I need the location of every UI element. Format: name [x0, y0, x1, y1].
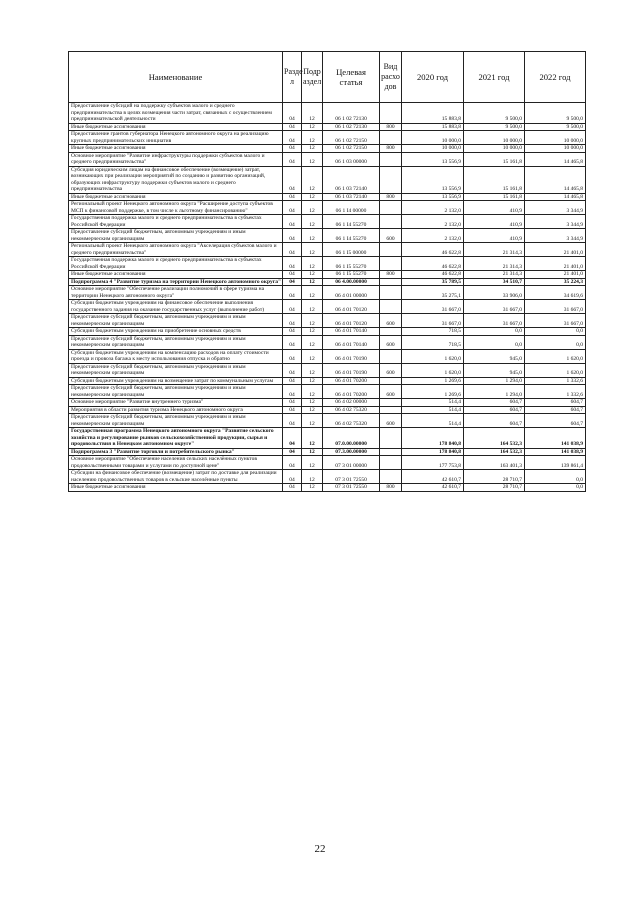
header-article: Целевая статья [323, 52, 380, 103]
row-value-2022: 31 667,0 [525, 314, 586, 328]
row-kind: 600 [380, 314, 402, 328]
row-value-2021: 164 532,3 [464, 428, 525, 449]
row-section: 04 [283, 229, 302, 243]
row-subsection: 12 [302, 377, 323, 385]
row-kind: 600 [380, 385, 402, 399]
row-value-2022: 0,0 [525, 470, 586, 484]
row-article: 06 1 02 72150 [323, 131, 380, 145]
row-kind [380, 456, 402, 470]
row-name: Предоставление субсидий бюджетным, автономным учреждениям и иным некоммерческим организациям [69, 385, 283, 399]
row-kind [380, 103, 402, 124]
table-row [69, 385, 586, 399]
table-header-row [69, 52, 586, 103]
row-value-2021: 28 710,7 [464, 470, 525, 484]
page-number: 22 [314, 843, 326, 855]
row-value-2022: 0,0 [525, 484, 586, 492]
table-row [69, 145, 586, 153]
table-row [69, 335, 586, 349]
row-article: 06 1 I5 55270 [323, 271, 380, 279]
row-value-2022: 21 401,0 [525, 257, 586, 271]
table-row [69, 271, 586, 279]
row-value-2021: 34 510,7 [464, 278, 525, 286]
row-name: Субсидии бюджетным учреждениям на финансовое обеспечение выполнения государственного задания на оказание государственных услуг (выполнение работ) [69, 300, 283, 314]
row-article: 06 4 02 00000 [323, 399, 380, 407]
row-kind: 600 [380, 335, 402, 349]
row-kind [380, 286, 402, 300]
row-value-2020: 718,5 [402, 335, 464, 349]
row-value-2020: 15 883,8 [402, 123, 464, 131]
row-value-2022: 604,7 [525, 399, 586, 407]
row-value-2021: 604,7 [464, 399, 525, 407]
row-value-2020: 1 620,0 [402, 349, 464, 363]
row-article: 06 1 I4 55270 [323, 215, 380, 229]
row-value-2020: 46 622,8 [402, 243, 464, 257]
row-value-2022: 1 620,0 [525, 349, 586, 363]
row-value-2021: 33 906,0 [464, 286, 525, 300]
row-section: 04 [283, 428, 302, 449]
table-row [69, 152, 586, 166]
row-value-2022: 3 344,9 [525, 215, 586, 229]
row-name: Субсидии на финансовое обеспечение (возмещение) затрат по доставке для реализации населению продовольственных товаров в сельские населённые пункты [69, 470, 283, 484]
table-row [69, 123, 586, 131]
table-body [69, 103, 586, 492]
row-section: 04 [283, 278, 302, 286]
row-kind [380, 448, 402, 456]
table-row [69, 399, 586, 407]
row-kind [380, 131, 402, 145]
row-value-2022: 10 000,0 [525, 145, 586, 153]
row-section: 04 [283, 456, 302, 470]
row-kind [380, 201, 402, 215]
row-section: 04 [283, 335, 302, 349]
row-article: 06 4 01 70190 [323, 363, 380, 377]
row-subsection: 12 [302, 428, 323, 449]
row-value-2021: 945,0 [464, 363, 525, 377]
row-subsection: 12 [302, 470, 323, 484]
row-value-2020: 10 000,0 [402, 131, 464, 145]
row-subsection: 12 [302, 328, 323, 336]
row-subsection: 12 [302, 278, 323, 286]
table-row [69, 166, 586, 193]
row-article: 06 4 01 70140 [323, 328, 380, 336]
row-value-2020: 2 132,0 [402, 229, 464, 243]
row-article: 06 4.00.00000 [323, 278, 380, 286]
row-value-2021: 945,0 [464, 349, 525, 363]
row-value-2022: 1 332,6 [525, 377, 586, 385]
row-section: 04 [283, 414, 302, 428]
row-subsection: 12 [302, 123, 323, 131]
table-row [69, 414, 586, 428]
row-value-2020: 13 556,9 [402, 152, 464, 166]
row-value-2022: 31 667,0 [525, 300, 586, 314]
row-name: Предоставление субсидий на поддержку субъектов малого и среднего предпринимательства в целях возмещения части затрат, связанных с осуществлением предпринимательской деятельности [69, 103, 283, 124]
table-row [69, 243, 586, 257]
table-row [69, 278, 586, 286]
row-section: 04 [283, 448, 302, 456]
row-name: Государственная поддержка малого и среднего предпринимательства в субъектах Российской Федерации [69, 257, 283, 271]
table-row [69, 103, 586, 124]
row-subsection: 12 [302, 314, 323, 328]
row-article: 06 4 01 70200 [323, 385, 380, 399]
row-name: Мероприятия в области развития туризма Ненецкого автономного округа [69, 406, 283, 414]
row-kind: 600 [380, 414, 402, 428]
row-subsection: 12 [302, 103, 323, 124]
row-value-2022: 14 465,8 [525, 166, 586, 193]
table-row [69, 470, 586, 484]
row-section: 04 [283, 243, 302, 257]
row-value-2022: 604,7 [525, 406, 586, 414]
row-value-2022: 1 620,0 [525, 363, 586, 377]
row-value-2021: 21 314,3 [464, 243, 525, 257]
row-value-2021: 410,9 [464, 215, 525, 229]
row-name: Основное мероприятие "Обеспечение населения сельских населённых пунктов продовольственными товарами и услугами по доступной цене" [69, 456, 283, 470]
row-name: Предоставление субсидий бюджетным, автономным учреждениям и иным некоммерческим организациям [69, 229, 283, 243]
row-article: 07.0.00.00000 [323, 428, 380, 449]
row-value-2020: 15 883,8 [402, 103, 464, 124]
row-section: 04 [283, 406, 302, 414]
row-subsection: 12 [302, 257, 323, 271]
row-value-2021: 0,0 [464, 328, 525, 336]
row-value-2022: 9 500,0 [525, 123, 586, 131]
row-value-2022: 1 332,6 [525, 385, 586, 399]
row-article: 06 4 01 70140 [323, 335, 380, 349]
row-subsection: 12 [302, 201, 323, 215]
row-subsection: 12 [302, 363, 323, 377]
row-name: Предоставление субсидий бюджетным, автономным учреждениям и иным некоммерческим организациям [69, 414, 283, 428]
row-name: Региональный проект Ненецкого автономного округа "Расширение доступа субъектов МСП к финансовой поддержке, в том числе к льготному финансированию" [69, 201, 283, 215]
table-row [69, 201, 586, 215]
row-name: Предоставление субсидий бюджетным, автономным учреждениям и иным некоммерческим организациям [69, 335, 283, 349]
row-subsection: 12 [302, 131, 323, 145]
row-subsection: 12 [302, 215, 323, 229]
row-value-2021: 1 294,0 [464, 385, 525, 399]
row-section: 04 [283, 328, 302, 336]
row-value-2020: 178 840,8 [402, 448, 464, 456]
row-kind [380, 377, 402, 385]
row-subsection: 12 [302, 448, 323, 456]
row-article: 06 4 01 70120 [323, 300, 380, 314]
row-kind [380, 278, 402, 286]
row-name: Государственная программа Ненецкого автономного округа "Развитие сельского хозяйства и регулирование рынков сельскохозяйственной продукции, сырья и продовольствия в Ненецком автономном округе" [69, 428, 283, 449]
row-value-2020: 35 275,1 [402, 286, 464, 300]
row-kind: 800 [380, 145, 402, 153]
row-article: 06 1 03 72140 [323, 193, 380, 201]
row-value-2021: 10 000,0 [464, 131, 525, 145]
row-kind [380, 166, 402, 193]
row-article: 06 1 I5 00000 [323, 243, 380, 257]
row-section: 04 [283, 215, 302, 229]
row-kind [380, 300, 402, 314]
row-name: Государственная поддержка малого и среднего предпринимательства в субъектах Российской Федерации [69, 215, 283, 229]
row-section: 04 [283, 314, 302, 328]
row-name: Предоставление грантов губернатора Ненецкого автономного округа на реализацию крупных предпринимательских инициатив [69, 131, 283, 145]
row-subsection: 12 [302, 229, 323, 243]
row-value-2020: 46 622,8 [402, 257, 464, 271]
row-subsection: 12 [302, 406, 323, 414]
row-kind [380, 428, 402, 449]
row-section: 04 [283, 399, 302, 407]
row-value-2022: 141 038,9 [525, 448, 586, 456]
row-value-2022: 141 038,9 [525, 428, 586, 449]
row-article: 06 4 01 70120 [323, 314, 380, 328]
table-row [69, 300, 586, 314]
row-section: 04 [283, 166, 302, 193]
row-section: 04 [283, 201, 302, 215]
row-section: 04 [283, 152, 302, 166]
row-value-2020: 46 622,8 [402, 271, 464, 279]
row-value-2022: 14 465,8 [525, 152, 586, 166]
row-value-2021: 9 500,0 [464, 123, 525, 131]
row-value-2021: 604,7 [464, 406, 525, 414]
row-value-2021: 9 500,0 [464, 103, 525, 124]
table-row [69, 377, 586, 385]
table-row [69, 456, 586, 470]
table-row [69, 215, 586, 229]
row-subsection: 12 [302, 349, 323, 363]
row-subsection: 12 [302, 145, 323, 153]
row-subsection: 12 [302, 271, 323, 279]
row-value-2022: 35 224,3 [525, 278, 586, 286]
row-section: 04 [283, 385, 302, 399]
row-value-2021: 164 532,3 [464, 448, 525, 456]
row-value-2020: 514,4 [402, 414, 464, 428]
row-value-2021: 21 314,3 [464, 271, 525, 279]
row-name: Субсидии бюджетным учреждениям на компенсацию расходов на оплату стоимости проезда и провоза багажа к месту использования отпуска и обратно [69, 349, 283, 363]
table-row [69, 349, 586, 363]
row-article: 06 4 01 00000 [323, 286, 380, 300]
row-subsection: 12 [302, 193, 323, 201]
table-row [69, 448, 586, 456]
row-article: 07 3 01 72550 [323, 484, 380, 492]
row-section: 04 [283, 470, 302, 484]
row-value-2022: 0,0 [525, 328, 586, 336]
row-value-2021: 21 314,3 [464, 257, 525, 271]
row-value-2021: 410,9 [464, 201, 525, 215]
row-section: 04 [283, 363, 302, 377]
row-name: Предоставление субсидий бюджетным, автономным учреждениям и иным некоммерческим организациям [69, 363, 283, 377]
row-value-2020: 2 132,0 [402, 201, 464, 215]
row-name: Иные бюджетные ассигнования [69, 484, 283, 492]
row-name: Основное мероприятие "Развитие инфраструктуры поддержки субъектов малого и среднего предпринимательства" [69, 152, 283, 166]
header-name: Наименование [69, 52, 283, 103]
row-value-2021: 15 161,8 [464, 152, 525, 166]
row-value-2021: 15 161,8 [464, 166, 525, 193]
row-value-2022: 10 000,0 [525, 131, 586, 145]
row-name: Субсидии бюджетным учреждениям на возмещение затрат по коммунальным услугам [69, 377, 283, 385]
row-value-2022: 21 401,0 [525, 271, 586, 279]
row-name: Региональный проект Ненецкого автономного округа "Акселерация субъектов малого и среднего предпринимательства" [69, 243, 283, 257]
row-name: Иные бюджетные ассигнования [69, 193, 283, 201]
row-section: 04 [283, 349, 302, 363]
row-value-2022: 3 344,9 [525, 201, 586, 215]
row-section: 04 [283, 271, 302, 279]
row-subsection: 12 [302, 166, 323, 193]
row-value-2022: 604,7 [525, 414, 586, 428]
row-kind: 600 [380, 229, 402, 243]
row-kind: 600 [380, 363, 402, 377]
row-kind: 800 [380, 271, 402, 279]
row-article: 06 1 I4 55270 [323, 229, 380, 243]
row-name: Субсидии бюджетным учреждениям на приобретение основных средств [69, 328, 283, 336]
row-name: Иные бюджетные ассигнования [69, 271, 283, 279]
table-row [69, 193, 586, 201]
row-article: 06 4 02 75320 [323, 414, 380, 428]
row-subsection: 12 [302, 152, 323, 166]
row-value-2021: 604,7 [464, 414, 525, 428]
row-article: 07 3 01 00000 [323, 456, 380, 470]
row-kind [380, 349, 402, 363]
row-article: 07.3.00.00000 [323, 448, 380, 456]
row-value-2021: 0,0 [464, 335, 525, 349]
row-value-2021: 15 161,8 [464, 193, 525, 201]
row-kind: 800 [380, 123, 402, 131]
row-article: 06 1 I5 55270 [323, 257, 380, 271]
row-kind [380, 399, 402, 407]
row-name: Подпрограмма 4 "Развитие туризма на территории Ненецкого автономного округа" [69, 278, 283, 286]
row-section: 04 [283, 193, 302, 201]
row-value-2020: 178 840,8 [402, 428, 464, 449]
row-name: Подпрограмма 3 "Развитие торговли и потребительского рынка" [69, 448, 283, 456]
row-value-2020: 31 667,0 [402, 300, 464, 314]
row-value-2020: 31 667,0 [402, 314, 464, 328]
row-subsection: 12 [302, 300, 323, 314]
row-subsection: 12 [302, 335, 323, 349]
row-value-2020: 35 789,5 [402, 278, 464, 286]
header-2020: 2020 год [402, 52, 464, 103]
row-article: 06 1 02 72130 [323, 123, 380, 131]
row-value-2020: 2 132,0 [402, 215, 464, 229]
table-row [69, 131, 586, 145]
row-value-2022: 9 500,0 [525, 103, 586, 124]
row-article: 06 1 02 72150 [323, 145, 380, 153]
row-value-2020: 42 610,7 [402, 484, 464, 492]
table-row [69, 257, 586, 271]
header-subsection: Подр аздел [302, 52, 323, 103]
row-value-2021: 31 667,0 [464, 314, 525, 328]
row-kind [380, 152, 402, 166]
row-value-2020: 718,5 [402, 328, 464, 336]
row-subsection: 12 [302, 385, 323, 399]
row-kind: 800 [380, 193, 402, 201]
row-value-2021: 163 401,3 [464, 456, 525, 470]
row-subsection: 12 [302, 484, 323, 492]
header-section: Разде л [283, 52, 302, 103]
table-row [69, 363, 586, 377]
row-subsection: 12 [302, 286, 323, 300]
row-value-2020: 1 269,6 [402, 385, 464, 399]
row-subsection: 12 [302, 243, 323, 257]
row-value-2021: 31 667,0 [464, 300, 525, 314]
row-name: Иные бюджетные ассигнования [69, 123, 283, 131]
table-row [69, 328, 586, 336]
row-section: 04 [283, 123, 302, 131]
row-article: 06 4 01 70200 [323, 377, 380, 385]
row-section: 04 [283, 300, 302, 314]
table-row [69, 428, 586, 449]
table-row [69, 286, 586, 300]
row-kind [380, 328, 402, 336]
row-value-2020: 13 556,9 [402, 166, 464, 193]
row-kind [380, 215, 402, 229]
row-name: Субсидия юридическим лицам на финансовое обеспечение (возмещение) затрат, возникающих при реализации мероприятий по созданию и развитию организаций, образующих инфраструктуру поддержки субъектов малого и среднего предпринимательства [69, 166, 283, 193]
row-article: 06 4 01 70190 [323, 349, 380, 363]
header-2022: 2022 год [525, 52, 586, 103]
row-value-2020: 514,4 [402, 399, 464, 407]
header-kind: Вид расхо дов [380, 52, 402, 103]
row-name: Иные бюджетные ассигнования [69, 145, 283, 153]
row-subsection: 12 [302, 456, 323, 470]
row-value-2021: 410,9 [464, 229, 525, 243]
row-section: 04 [283, 257, 302, 271]
row-value-2020: 1 620,0 [402, 363, 464, 377]
row-name: Основное мероприятие "Развитие внутреннего туризма" [69, 399, 283, 407]
row-name: Основное мероприятие "Обеспечение реализации полномочий в сфере туризма на территории Ненецкого автономного округа" [69, 286, 283, 300]
row-kind [380, 406, 402, 414]
row-article: 07 3 01 72550 [323, 470, 380, 484]
row-article: 06 1 I4 00000 [323, 201, 380, 215]
row-value-2020: 1 269,6 [402, 377, 464, 385]
row-section: 04 [283, 131, 302, 145]
row-value-2022: 3 344,9 [525, 229, 586, 243]
row-value-2022: 21 401,0 [525, 243, 586, 257]
row-value-2022: 34 619,6 [525, 286, 586, 300]
row-article: 06 1 03 72140 [323, 166, 380, 193]
row-article: 06 1 02 72130 [323, 103, 380, 124]
row-section: 04 [283, 484, 302, 492]
row-subsection: 12 [302, 414, 323, 428]
row-section: 04 [283, 286, 302, 300]
table-row [69, 314, 586, 328]
row-article: 06 4 02 75320 [323, 406, 380, 414]
header-2021: 2021 год [464, 52, 525, 103]
row-section: 04 [283, 377, 302, 385]
row-name: Предоставление субсидий бюджетным, автономным учреждениям и иным некоммерческим организациям [69, 314, 283, 328]
table-row [69, 406, 586, 414]
row-value-2021: 28 710,7 [464, 484, 525, 492]
row-value-2020: 177 753,8 [402, 456, 464, 470]
row-kind [380, 470, 402, 484]
row-value-2020: 514,4 [402, 406, 464, 414]
row-value-2021: 1 294,0 [464, 377, 525, 385]
budget-table-sheet [68, 51, 585, 492]
row-value-2021: 10 000,0 [464, 145, 525, 153]
row-value-2020: 10 000,0 [402, 145, 464, 153]
table-row [69, 484, 586, 492]
row-section: 04 [283, 103, 302, 124]
row-value-2020: 13 556,9 [402, 193, 464, 201]
row-section: 04 [283, 145, 302, 153]
row-value-2022: 0,0 [525, 335, 586, 349]
row-subsection: 12 [302, 399, 323, 407]
row-value-2020: 42 610,7 [402, 470, 464, 484]
row-kind [380, 257, 402, 271]
budget-table [68, 51, 586, 492]
row-value-2022: 139 861,4 [525, 456, 586, 470]
row-kind: 800 [380, 484, 402, 492]
table-row [69, 229, 586, 243]
row-value-2022: 14 465,8 [525, 193, 586, 201]
row-kind [380, 243, 402, 257]
row-article: 06 1 03 00000 [323, 152, 380, 166]
